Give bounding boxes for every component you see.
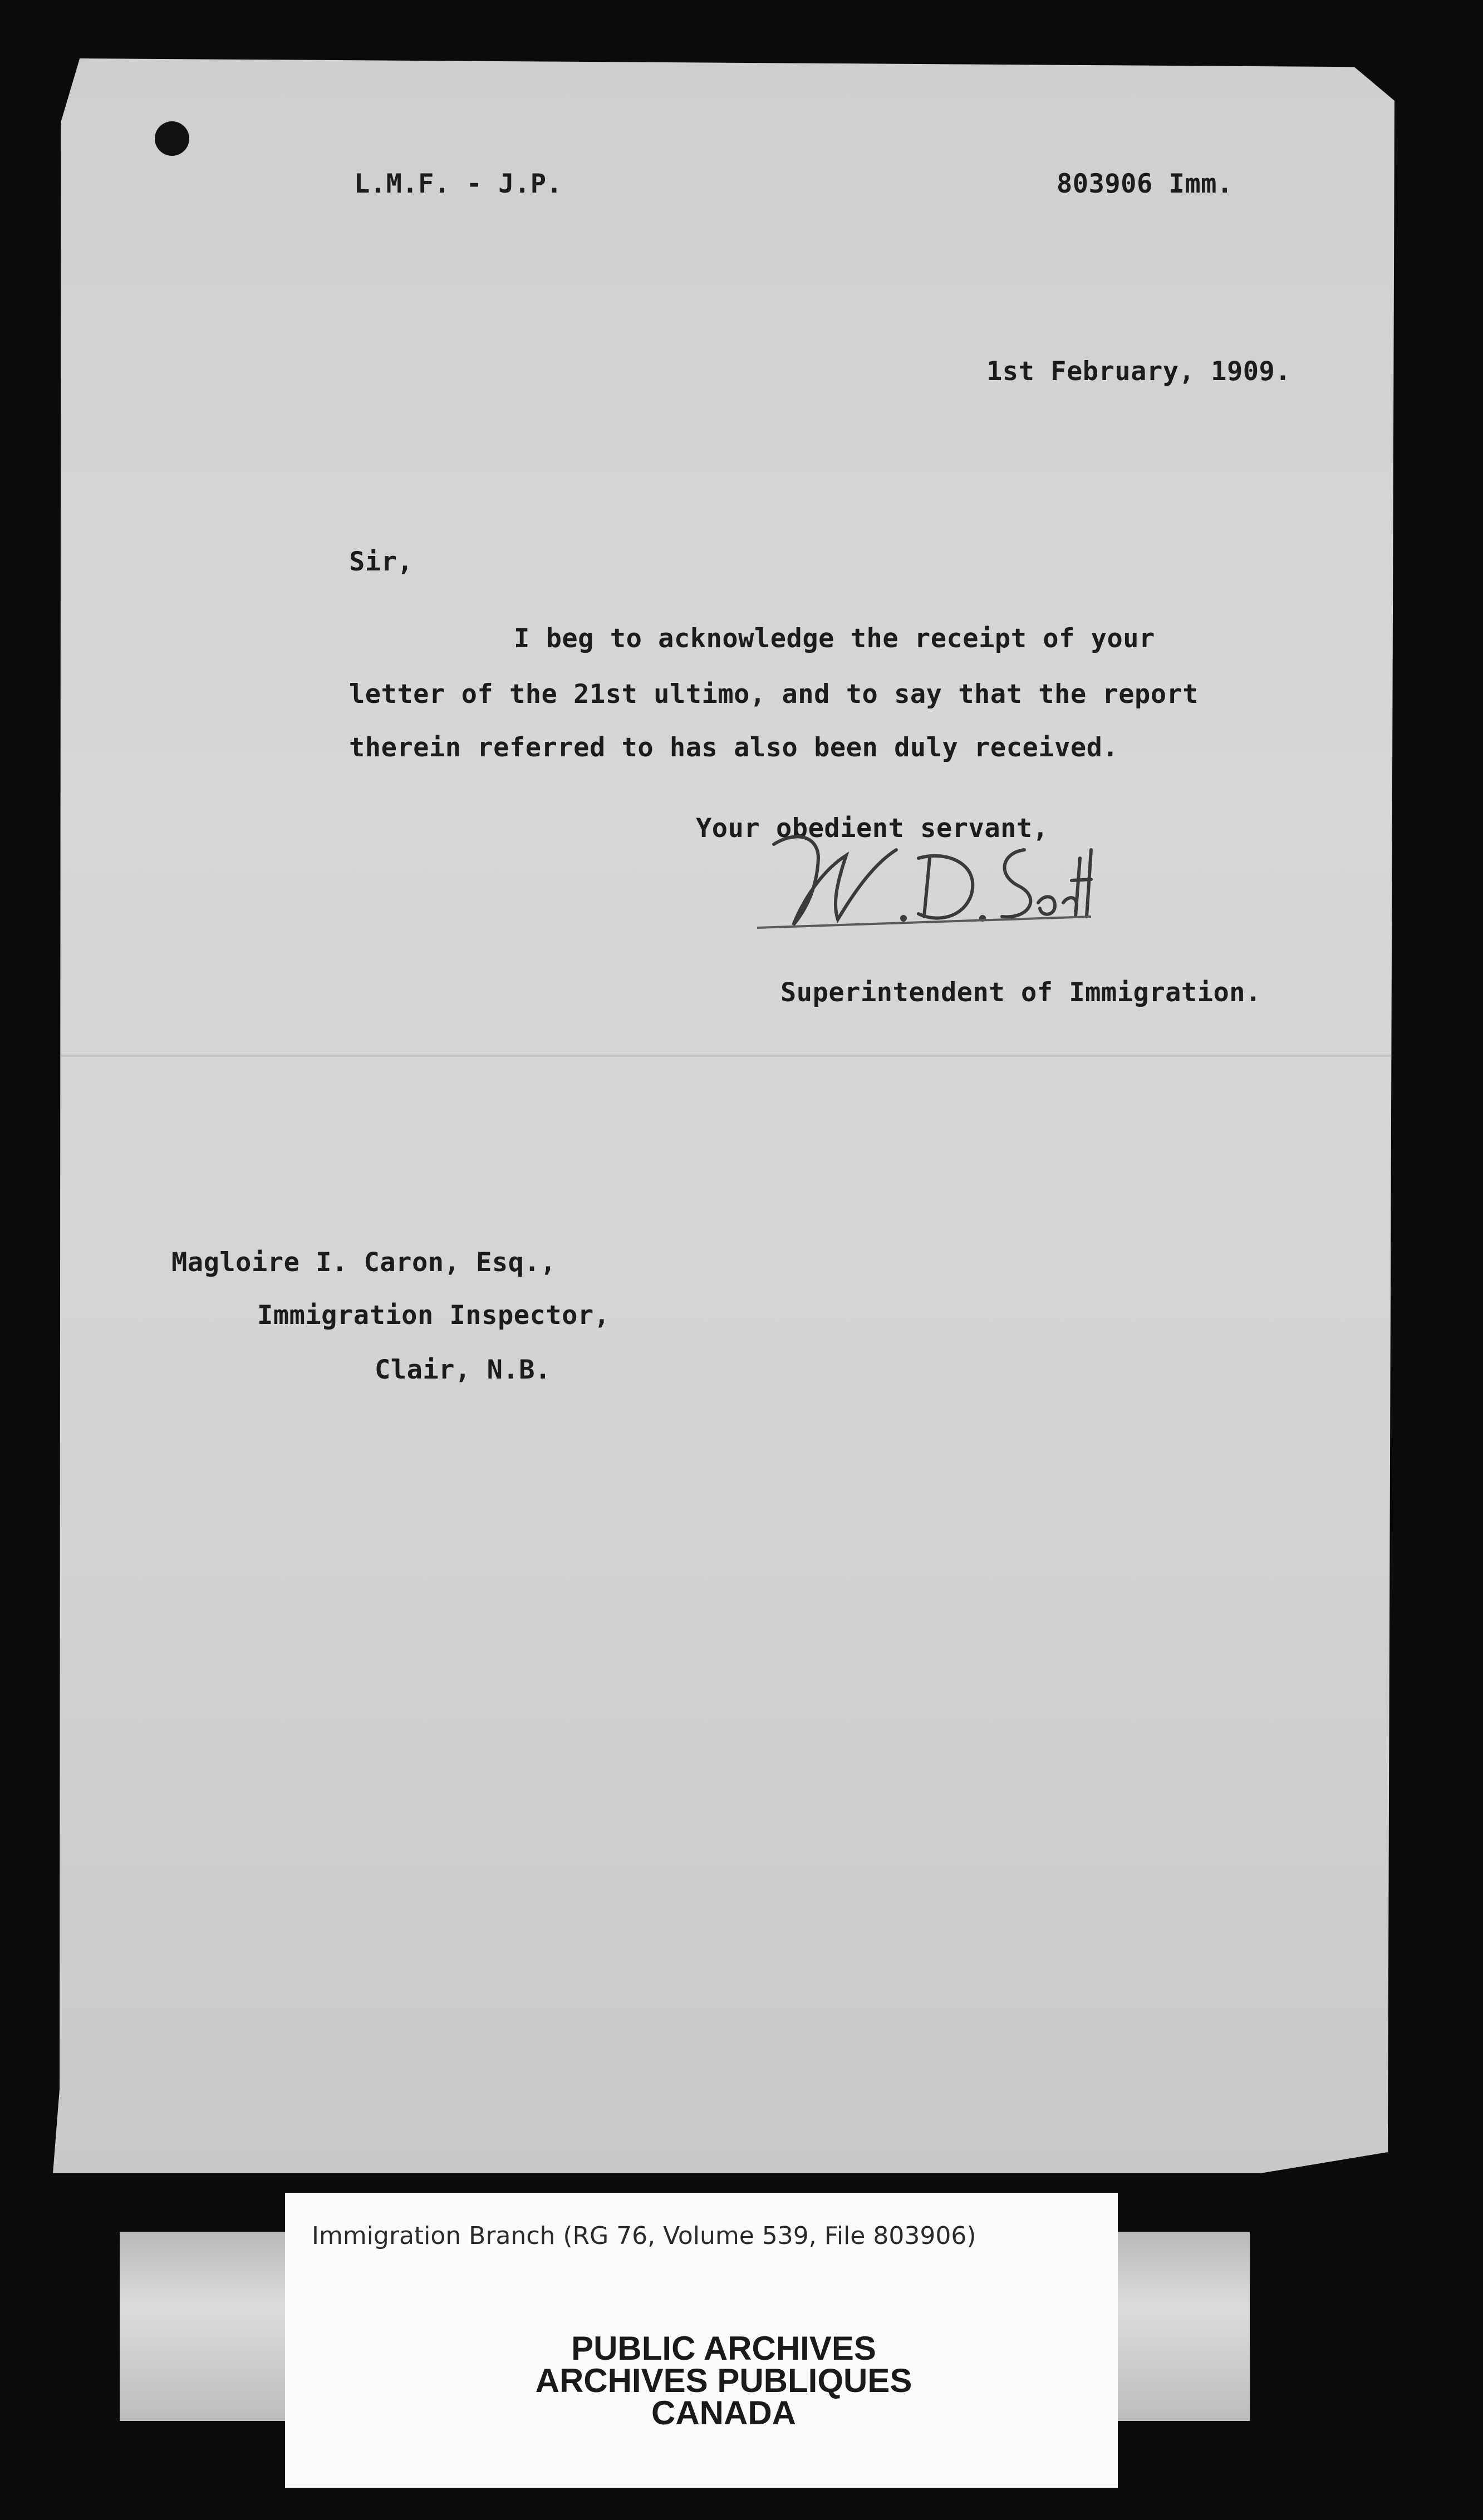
reference-left: L.M.F. - J.P. bbox=[354, 169, 563, 199]
body-line-2: letter of the 21st ultimo, and to say that the report bbox=[349, 679, 1199, 710]
recipient-name: Magloire I. Caron, Esq., bbox=[171, 1247, 557, 1278]
body-line-3: therein referred to has also been duly received. bbox=[349, 732, 1119, 763]
punch-hole bbox=[155, 121, 189, 156]
stamp-line-2: ARCHIVES PUBLIQUES bbox=[535, 2362, 912, 2399]
body-line-1: I beg to acknowledge the receipt of your bbox=[514, 623, 1155, 654]
archive-reference: Immigration Branch (RG 76, Volume 539, File 803906) bbox=[312, 2222, 976, 2250]
letter-date: 1st February, 1909. bbox=[986, 356, 1292, 387]
reference-right: 803906 Imm. bbox=[1057, 169, 1233, 199]
stamp-line-1: PUBLIC ARCHIVES bbox=[571, 2330, 876, 2367]
handwritten-signature bbox=[735, 797, 1102, 947]
recipient-location: Clair, N.B. bbox=[375, 1355, 551, 1385]
stamp-line-3: CANADA bbox=[651, 2394, 796, 2432]
salutation: Sir, bbox=[349, 547, 414, 577]
signatory-title: Superintendent of Immigration. bbox=[780, 977, 1261, 1008]
recipient-position: Immigration Inspector, bbox=[257, 1300, 610, 1331]
closing: Your obedient servant, bbox=[696, 813, 1049, 844]
page-fold bbox=[53, 1055, 1394, 1057]
